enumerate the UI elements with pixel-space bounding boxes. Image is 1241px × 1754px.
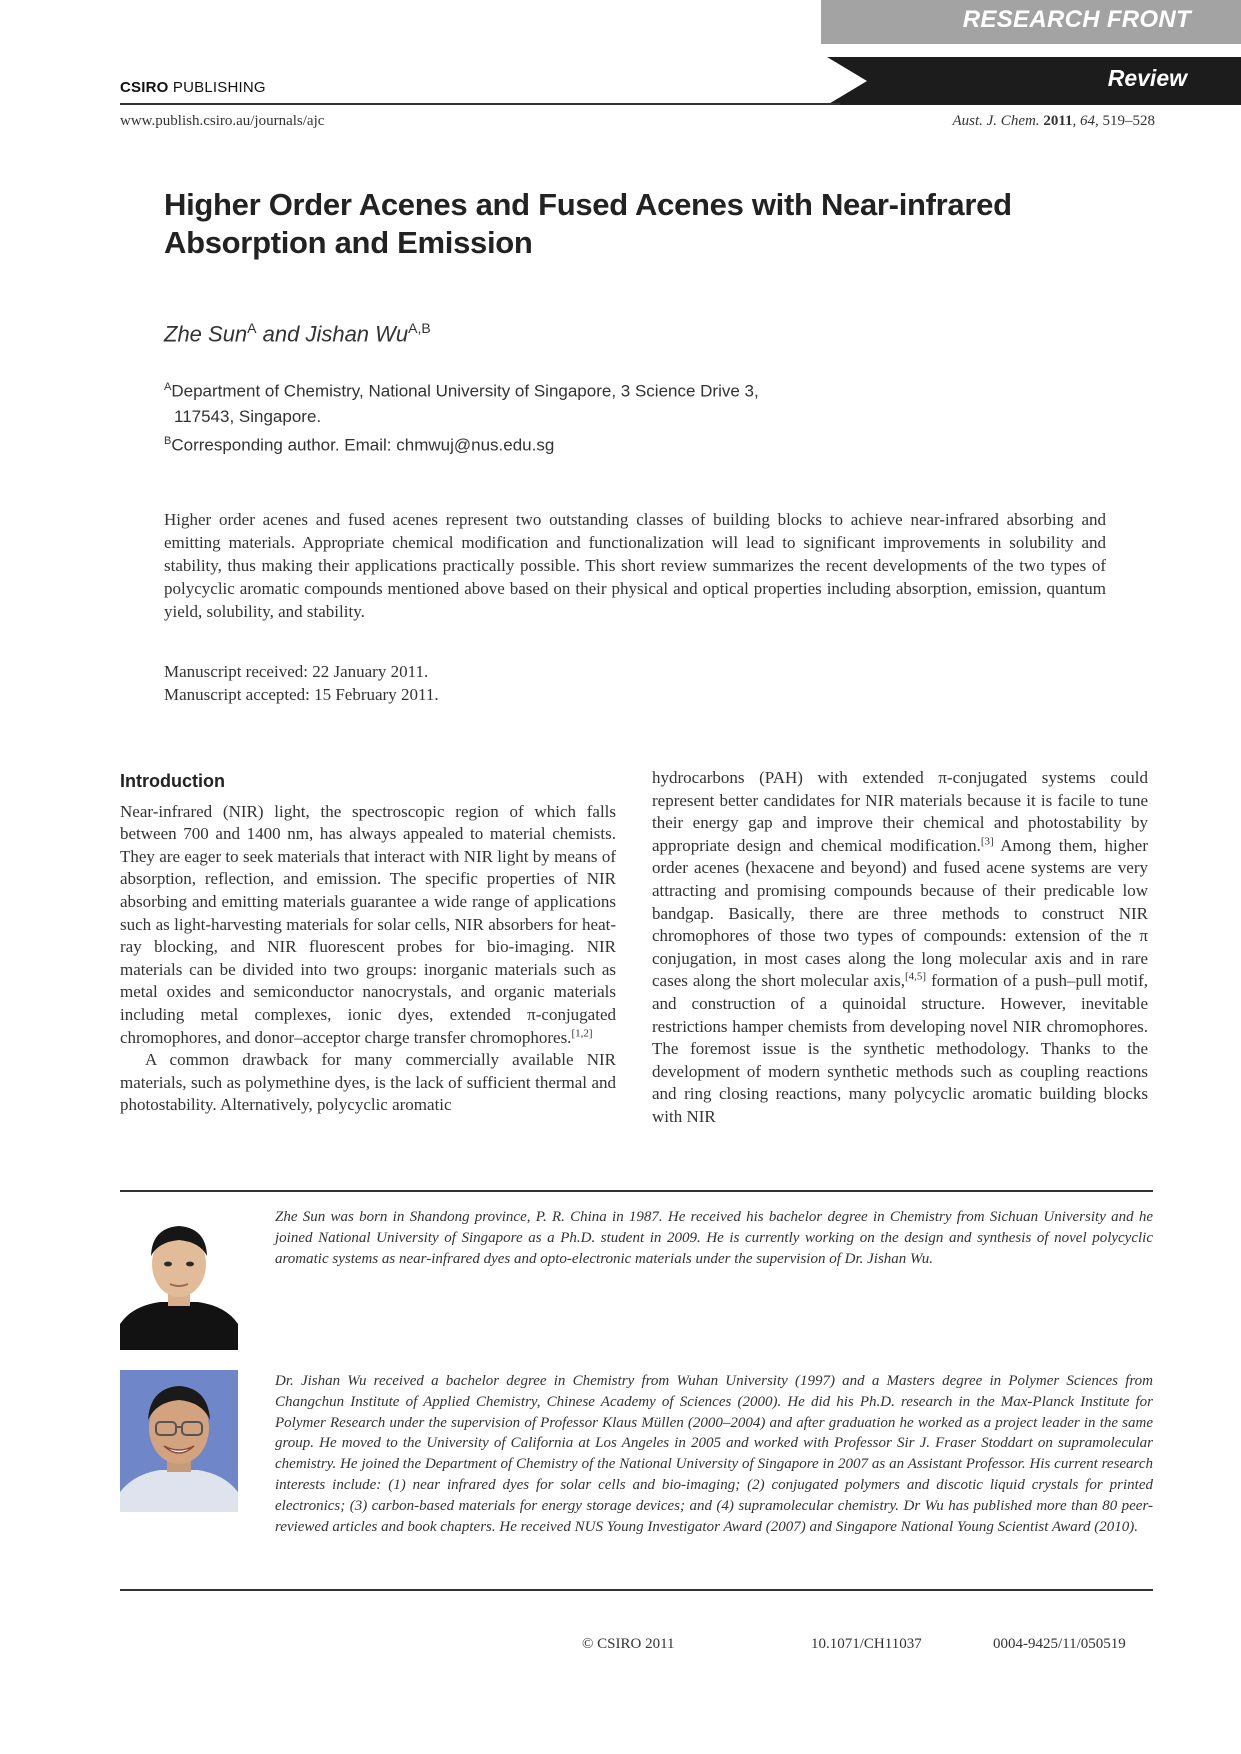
intro-r1-text: hydrocarbons (PAH) with extended π-conjugated systems could represent better candidates for NIR materials because it is facile to tune their energy gap and improve their chemical and photostability by appropriate design and chemical modification. (652, 768, 1148, 855)
intro-r2-text: Among them, higher order acenes (hexacene and beyond) and fused acene systems are very attracting and promising compounds because of their predicable low bandgap. Basically, there are three methods to construct NIR chromophores of those two types of compounds: extension of the π conjugation, in most cases along the long molecular axis and in rare cases along the short molecular axis, (652, 835, 1148, 991)
author-list (164, 320, 431, 347)
header-rule (120, 103, 840, 105)
reference-marker[interactable]: [4,5] (905, 970, 927, 983)
author-connector: and (256, 321, 306, 347)
author-photo-zhe-sun (120, 1206, 238, 1350)
research-front-banner (821, 0, 1241, 44)
intro-r3-text: formation of a push–pull motif, and construction of a quinoidal structure. However, inevitable restrictions hamper chemists from developing novel NIR chromophores. The foremost issue is the synthetic methodology. Thanks to the development of modern synthetic methods such as coupling reactions and ring closing reactions, many polycyclic aromatic building blocks with NIR (652, 971, 1148, 1126)
bio-top-rule (120, 1190, 1153, 1192)
publisher-bold: CSIRO (120, 79, 169, 96)
intro-p1-text: Near-infrared (NIR) light, the spectroscopic region of which falls between 700 and 1400 nm, has always appealed to material chemists. They are eager to seek materials that interact with NIR light by means of absorption, reflection, and emission. The specific properties of NIR absorbing and emitting materials guarantee a wide range of applications such as light-harvesting materials for solar cells, NIR absorbers for heat-ray blocking, and NIR fluorescent probes for bio-imaging. NIR materials can be divided into two groups: inorganic materials such as metal oxides and semiconductor nanocrystals, and organic materials including metal complexes, ionic dyes, extended π-conjugated chromophores, and donor–acceptor charge transfer chromophores. (120, 801, 616, 1047)
author-affil-sup: A (247, 320, 257, 336)
citation-volume: 64 (1080, 113, 1095, 129)
research-front-label: RESEARCH FRONT (962, 6, 1191, 33)
publisher-rest: PUBLISHING (168, 79, 266, 96)
reference-marker[interactable]: [1,2] (571, 1026, 593, 1039)
review-label: Review (1107, 65, 1187, 91)
affil-b-line: Corresponding author. Email: chmwuj@nus.edu.sg (171, 435, 555, 455)
abstract: Higher order acenes and fused acenes represent two outstanding classes of building blocks to achieve near-infrared absorbing and emitting materials. Appropriate chemical modification and functionalization will lead to significant improvements in solubility and stability, thus making their applications practically possible. This short review summarizes the recent developments of the two types of polycyclic aromatic compounds mentioned above based on their physical and optical properties including absorption, emission, quantum yield, solubility, and stability. (164, 510, 1106, 621)
reference-marker[interactable]: [3] (980, 835, 994, 848)
affil-a-sup: A (164, 381, 172, 393)
intro-paragraph-2: A common drawback for many commercially available NIR materials, such as polymethine dyes, is the lack of sufficient thermal and photostability. Alternatively, polycyclic aromatic (120, 1050, 616, 1115)
article-title: Higher Order Acenes and Fused Acenes with Near-infrared Absorption and Emission (164, 187, 1012, 260)
author-name: Jishan Wu (305, 321, 409, 347)
date-received: Manuscript received: 22 January 2011. (164, 662, 429, 681)
manuscript-dates (164, 660, 439, 706)
publisher-name (120, 79, 266, 96)
footer-doi[interactable]: 10.1071/CH11037 (811, 1636, 922, 1652)
author-name: Zhe Sun (164, 321, 248, 347)
author-photo-jishan-wu (120, 1370, 238, 1512)
bio-bottom-rule (120, 1589, 1153, 1591)
citation-pages: , 519–528 (1095, 113, 1155, 129)
bio-jishan-wu: Dr. Jishan Wu received a bachelor degree in Chemistry from Wuhan University (1997) and a Masters degree in Polymer Sciences from Changchun Institute of Applied Chemistry, Chinese Academy of Sciences (2000). He did his Ph.D. research in the Max-Planck Institute for Polymer Research under the supervision of Professor Klaus Müllen (2000–2004) and after graduation he worked as a project leader in the same group. He moved to the University of California at Los Angeles in 2005 and worked with Professor Sir J. Fraser Stoddart on supramolecular chemistry. He joined the Department of Chemistry of the National University of Singapore in 2007 as an Assistant Professor. His current research interests include: (1) near infrared dyes for solar cells and bio-imaging; (2) conjugated polymers and discotic liquid crystals for printed electronics; (3) carbon-based materials for energy storage devices; and (4) supramolecular chemistry. Dr Wu has published more than 80 peer-reviewed articles and book chapters. He received NUS Young Investigator Award (2007) and Singapore National Young Scientist Award (2010). (275, 1373, 1153, 1535)
footer-copyright: © CSIRO 2011 (582, 1636, 675, 1652)
section-heading-introduction: Introduction (120, 771, 225, 791)
affiliations (164, 375, 924, 457)
intro-paragraph-1 (120, 801, 616, 1050)
affiliation-b (164, 429, 924, 458)
affil-a-line1: Department of Chemistry, National University of Singapore, 3 Science Drive 3, (171, 381, 759, 401)
bio-zhe-sun: Zhe Sun was born in Shandong province, P. R. China in 1987. He received his bachelor degree in Chemistry from Sichuan University and he joined National University of Singapore as a Ph.D. student in 2009. He is currently working on the design and synthesis of novel polycyclic aromatic systems as near-infrared dyes and opto-electronic materials under the supervision of Dr. Jishan Wu. (275, 1209, 1153, 1267)
intro-paragraph-2-cont (652, 767, 1148, 1129)
journal-url[interactable]: www.publish.csiro.au/journals/ajc (120, 113, 325, 129)
body-column-left (120, 770, 616, 1117)
affil-b-sup: B (164, 434, 172, 447)
date-accepted: Manuscript accepted: 15 February 2011. (164, 685, 439, 704)
affiliation-a (164, 375, 924, 404)
citation-journal: Aust. J. Chem. (952, 113, 1040, 129)
citation-year: 2011 (1043, 113, 1073, 129)
body-column-right (652, 767, 1148, 1129)
citation: Aust. J. Chem. 2011, 64, 519–528 (952, 113, 1155, 129)
footer-issn: 0004-9425/11/050519 (993, 1636, 1126, 1652)
review-banner (827, 57, 1241, 105)
author-affil-sup: A,B (408, 320, 431, 336)
affil-a-line2: 117543, Singapore. (174, 406, 322, 426)
